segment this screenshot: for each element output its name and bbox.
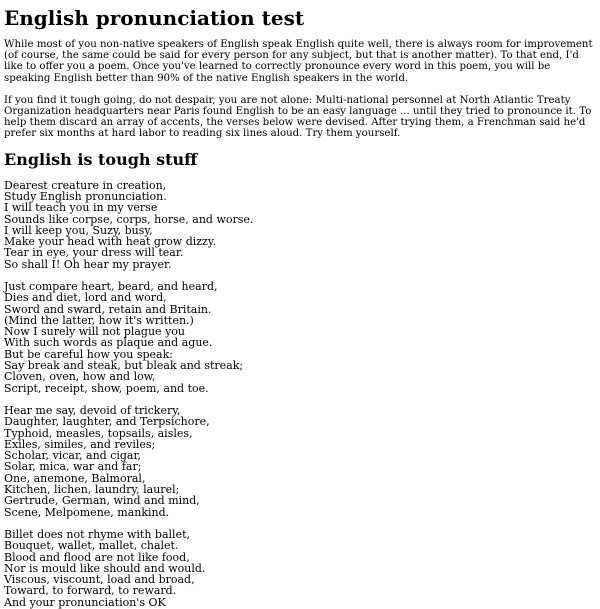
poem-stanza xyxy=(4,281,596,394)
poem-line: Say break and steak, but bleak and streak; xyxy=(4,359,244,373)
poem-stanza xyxy=(4,529,596,608)
poem-line: Bouquet, wallet, mallet, chalet. xyxy=(4,539,179,553)
poem xyxy=(4,180,596,608)
poem-line: One, anemone, Balmoral, xyxy=(4,471,146,485)
poem-line: Now I surely will not plague you xyxy=(4,325,185,339)
poem-line: Sword and sward, retain and Britain. xyxy=(4,302,212,316)
poem-line: Cloven, oven, how and low, xyxy=(4,370,156,384)
poem-line: Toward, to forward, to reward. xyxy=(4,584,177,598)
poem-line: So shall I! Oh hear my prayer. xyxy=(4,257,172,271)
poem-line: Tear in eye, your dress will tear. xyxy=(4,246,184,260)
poem-line: I will teach you in my verse xyxy=(4,201,158,215)
poem-line: Billet does not rhyme with ballet, xyxy=(4,527,190,541)
poem-line: Script, receipt, show, poem, and toe. xyxy=(4,381,209,395)
poem-line: Daughter, laughter, and Terpsichore, xyxy=(4,415,210,429)
poem-line: Kitchen, lichen, laundry, laurel; xyxy=(4,483,180,497)
poem-line: Study English pronunciation. xyxy=(4,189,167,203)
poem-line: I will keep you, Suzy, busy, xyxy=(4,223,153,237)
page-title: English pronunciation test xyxy=(4,6,305,30)
poem-line: Exiles, similes, and reviles; xyxy=(4,437,156,451)
poem-title: English is tough stuff xyxy=(4,149,198,169)
poem-line: Gertrude, German, wind and mind, xyxy=(4,494,200,508)
poem-stanza xyxy=(4,405,596,518)
poem-line: But be careful how you speak: xyxy=(4,347,173,361)
poem-line: Hear me say, devoid of trickery, xyxy=(4,403,181,417)
poem-line: Viscous, viscount, load and broad, xyxy=(4,573,195,587)
poem-line: Nor is mould like should and would. xyxy=(4,561,206,575)
poem-stanza xyxy=(4,180,596,270)
intro-paragraph-1: While most of you non-native speakers of English speak English quite well, there is always room for improvement (of course, the same could be said for every person for any subject, but that is another matter). To that end, I'd like to offer you a poem. Once you've learned to correctly pronounce every word in this poem, you will be speaking English better than 90% of the native English speakers in the world. xyxy=(4,39,593,84)
poem-line: Scene, Melpomene, mankind. xyxy=(4,505,170,519)
poem-line: Blood and flood are not like food, xyxy=(4,550,190,564)
poem-line: Dies and diet, lord and word, xyxy=(4,291,167,305)
poem-line: Just compare heart, beard, and heard, xyxy=(4,280,218,293)
poem-line: Scholar, vicar, and cigar, xyxy=(4,449,142,463)
poem-line: Sounds like corpse, corps, horse, and worse. xyxy=(4,212,254,226)
poem-line: Make your head with heat grow dizzy. xyxy=(4,235,217,249)
poem-line: Typhoid, measles, topsails, aisles, xyxy=(4,426,193,440)
poem-line: Dearest creature in creation, xyxy=(4,178,167,192)
poem-line: And your pronunciation's OK xyxy=(4,595,166,609)
poem-line: With such words as plaque and ague. xyxy=(4,336,213,350)
poem-line: Solar, mica, war and far; xyxy=(4,460,142,474)
intro-paragraph-2: If you find it tough going, do not despair, you are not alone: Multi-national personnel at North Atlantic Treaty Organization headquarters near Paris found English to be an easy language ... until they tried to pronounce it. To help them discard an array of accents, the verses below were devised. After trying them, a Frenchman said he'd prefer six months at hard labor to reading six lines aloud. Try them yourself. xyxy=(4,94,592,140)
poem-line: (Mind the latter, how it's written.) xyxy=(4,313,194,327)
